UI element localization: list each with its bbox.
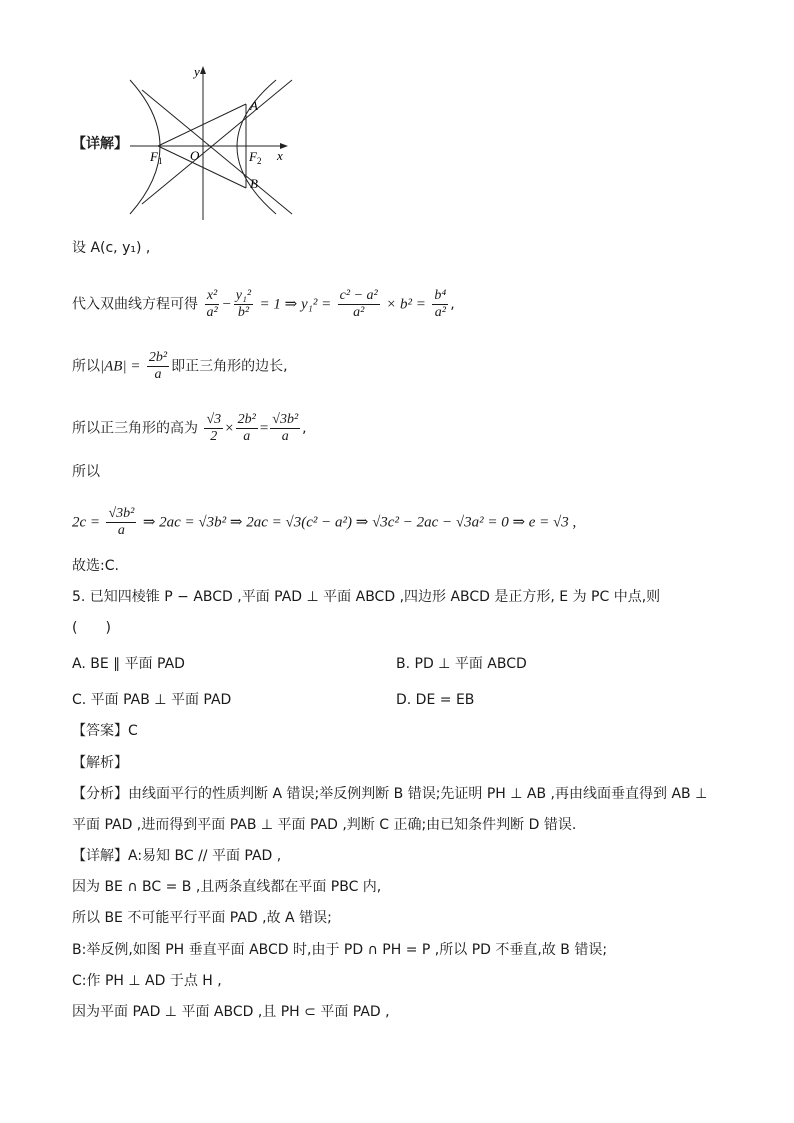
y-axis-arrow — [200, 66, 206, 74]
frac-x2-a2: $\frac{\text{x²}}{\text{a²}}$ — [206, 288, 218, 320]
label-B: B — [250, 176, 258, 191]
option-C: C. 平面 PAB ⊥ 平面 PAD — [72, 692, 232, 708]
xj-line-c: B:举反例,如图 PH 垂直平面 ABCD 时,由于 PD ∩ PH = P ,所以 PD 不垂直,故 B 错误; — [72, 942, 608, 958]
xj-line-a: 【详解】A:易知 BC // 平面 PAD , — [72, 848, 282, 864]
substitute-end: × b² = — [386, 296, 426, 313]
option-B: B. PD ⊥ 平面 ABCD — [396, 656, 527, 672]
option-A: A. BE ∥ 平面 PAD — [72, 656, 185, 672]
asymptote-2 — [142, 80, 292, 204]
frac-2b2-a-2: $\frac{\text{2b²}}{a}$ — [237, 412, 256, 444]
jiexi-label: 【解析】 — [72, 755, 128, 771]
substitute-prefix: 代入双曲线方程可得 — [72, 296, 198, 313]
hyperbola-left-branch — [130, 80, 163, 214]
line-chain: 2c = $\frac{\text{√3b²}}{a}$ ⇒ 2ac = √3b² ⇒ 2ac = √3(c² − a²) ⇒ √3c² − 2ac − √3a² = 0 ⇒ e = √3 , — [72, 506, 577, 538]
substitute-mid: = 1 ⇒ y₁² = — [259, 296, 332, 313]
asymptote-1 — [142, 90, 292, 214]
xj-line-d: C:作 PH ⊥ AD 于点 H , — [72, 973, 222, 989]
answer: 【答案】C — [72, 723, 138, 739]
frac-sqrt3b2-a: $\frac{\text{√3b²}}{a}$ — [272, 412, 299, 444]
line-so: 所以 — [72, 464, 100, 480]
triangle-side-F1B — [158, 146, 246, 188]
frac-sqrt3-2: $\frac{√3}{2}$ — [206, 412, 222, 444]
frac-y12-b2: $\frac{\text{y₁²}}{\text{b²}}$ — [235, 288, 252, 320]
label-x: x — [277, 148, 283, 163]
frac-2b2-a: $\frac{\text{2b²}}{a}$ — [148, 350, 168, 382]
label-A: A — [250, 98, 258, 113]
frac-b4-a2: $\frac{\text{b⁴}}{\text{a²}}$ — [434, 288, 447, 320]
line-substitute: 代入双曲线方程可得 $\frac{\text{x²}}{\text{a²}}$ − $\frac{\text{y₁²}}{\text{b²}}$ = 1 ⇒ y₁² = $\frac{\text{c² − a²}}{\text{a²}}$ × b² = $\frac{\text{b⁴}}{\text{a²}}$ , — [72, 288, 455, 320]
question-5: 5. 已知四棱锥 P − ABCD ,平面 PAD ⊥ 平面 ABCD ,四边形 ABCD 是正方形, E 为 PC 中点,则 — [72, 589, 661, 605]
line-choose: 故选:C. — [72, 558, 119, 574]
xj-line-b2: 所以 BE 不可能平行平面 PAD ,故 A 错误; — [72, 910, 332, 926]
option-D: D. DE = EB — [396, 692, 475, 708]
line-AB-length: 所以|AB| = $\frac{\text{2b²}}{a}$ 即正三角形的边长, — [72, 350, 288, 382]
fenxi-line-1: 【分析】由线面平行的性质判断 A 错误;举反例判断 B 错误;先证明 PH ⊥ AB ,再由线面垂直得到 AB ⊥ — [72, 786, 708, 802]
xj-line-e: 因为平面 PAD ⊥ 平面 ABCD ,且 PH ⊂ 平面 PAD , — [72, 1004, 390, 1020]
question-5-paren: ( ) — [72, 620, 111, 636]
line-set-A: 设 A(c, y₁) , — [72, 240, 151, 256]
label-y: y — [194, 64, 200, 79]
line-height: 所以正三角形的高为 $\frac{√3}{2}$ × $\frac{\text{2b²}}{a}$ = $\frac{\text{√3b²}}{a}$ , — [72, 412, 307, 444]
detail-label: 【详解】 — [72, 136, 128, 152]
label-O: O — [190, 148, 200, 163]
frac-sqrt3b2-a-2: $\frac{\text{√3b²}}{a}$ — [108, 506, 135, 538]
fenxi-line-2: 平面 PAD ,进而得到平面 PAB ⊥ 平面 PAD ,判断 C 正确;由已知条件判断 D 错误. — [72, 817, 577, 833]
xj-line-b1: 因为 BE ∩ BC = B ,且两条直线都在平面 PBC 内, — [72, 879, 382, 895]
label-F1: $F_1$ — [150, 149, 163, 166]
label-F2: $F_2$ — [249, 149, 262, 166]
hyperbola-figure — [128, 64, 298, 224]
frac-c2a2-a2: $\frac{\text{c² − a²}}{\text{a²}}$ — [339, 288, 378, 320]
